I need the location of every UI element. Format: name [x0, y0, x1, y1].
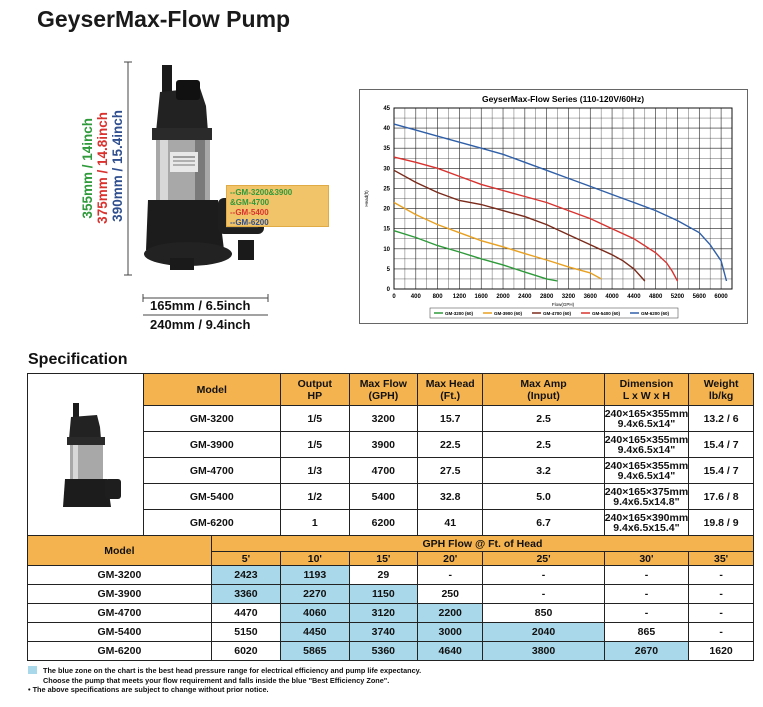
spec-amp: 6.7 — [483, 510, 604, 536]
note-1-text: The blue zone on the chart is the best head pressure range for electrical efficiency and pump life expectancy. — [43, 666, 422, 675]
y-tick-label: 20 — [383, 206, 390, 213]
spec-head: 15.7 — [418, 406, 483, 432]
spec-model: GM-6200 — [143, 510, 281, 536]
note-3: • The above specifications are subject to change without prior notice. — [28, 685, 269, 694]
spec-dim-metric: 240×165×355mm — [604, 459, 689, 472]
pump-legend-5400: --GM-5400 — [230, 208, 269, 217]
spec-dim-imperial: 9.4x6.5x14" — [617, 443, 676, 456]
y-tick-label: 10 — [383, 246, 390, 253]
gph-value: 4450 — [281, 623, 350, 642]
blue-zone-swatch — [28, 666, 37, 674]
gph-head-25: 25' — [483, 552, 604, 566]
spec-head: 41 — [418, 510, 483, 536]
gph-head-15: 15' — [349, 552, 417, 566]
y-tick-label: 35 — [383, 146, 390, 153]
spec-dim-metric: 240×165×375mm — [604, 485, 689, 498]
spec-dim-imperial: 9.4x6.5x14.8" — [613, 495, 680, 508]
x-tick-label: 2000 — [496, 294, 510, 300]
gph-body — [28, 566, 754, 661]
gph-row — [28, 566, 754, 585]
gph-head-10: 10' — [281, 552, 350, 566]
spec-amp: 2.5 — [483, 406, 604, 432]
gph-value: - — [604, 566, 689, 585]
spec-model: GM-5400 — [143, 484, 281, 510]
spec-flow: 3200 — [349, 406, 417, 432]
gph-head-20: 20' — [418, 552, 483, 566]
pump-legend-6200: --GM-6200 — [230, 218, 269, 227]
spec-flow: 3900 — [349, 432, 417, 458]
pump-legend-3200: --GM-3200&3900 — [230, 188, 293, 197]
spec-header-amp — [483, 374, 604, 406]
spec-dimension — [604, 510, 689, 536]
spec-head: 32.8 — [418, 484, 483, 510]
gph-value: 1150 — [349, 585, 417, 604]
spec-flow: 4700 — [349, 458, 417, 484]
spec-flow: 6200 — [349, 510, 417, 536]
y-tick-label: 5 — [386, 266, 390, 273]
spec-model: GM-3200 — [143, 406, 281, 432]
width-dim-1: 165mm / 6.5inch — [150, 298, 251, 313]
gph-value: - — [483, 566, 604, 585]
gph-header-model: Model — [28, 536, 212, 566]
gph-value: 6020 — [211, 642, 280, 661]
gph-value: - — [483, 585, 604, 604]
gph-value: 3120 — [349, 604, 417, 623]
legend-label: GM-6200 (60) — [641, 311, 670, 316]
page-title: GeyserMax-Flow Pump — [37, 6, 291, 32]
x-tick-label: 4800 — [648, 294, 663, 300]
spec-weight: 17.6 / 8 — [689, 484, 754, 510]
note-2: Choose the pump that meets your flow requirement and falls inside the blue "Best Efficiency Zone". — [43, 675, 390, 685]
gph-model: GM-6200 — [28, 642, 212, 661]
spec-dim-metric: 240×165×355mm — [604, 407, 689, 420]
spec-dim-imperial: 9.4x6.5x15.4" — [613, 521, 680, 534]
series-line — [394, 124, 727, 281]
gph-row — [28, 623, 754, 642]
gph-row — [28, 642, 754, 661]
gph-value: 3800 — [483, 642, 604, 661]
spec-dim-metric: 240×165×390mm — [604, 511, 689, 524]
spec-weight: 13.2 / 6 — [689, 406, 754, 432]
gph-model: GM-5400 — [28, 623, 212, 642]
notes — [28, 666, 421, 695]
width-dim-2: 240mm / 9.4inch — [150, 317, 251, 332]
spec-header-dim-line2: L x W x H — [622, 389, 670, 402]
gph-row — [28, 604, 754, 623]
spec-header-hp-line2: HP — [307, 389, 323, 402]
spec-weight: 15.4 / 7 — [689, 458, 754, 484]
spec-dimension — [604, 458, 689, 484]
chart-title: GeyserMax-Flow Series (110-120V/60Hz) — [481, 94, 645, 104]
spec-header-hp — [281, 374, 350, 406]
x-tick-label: 2800 — [539, 294, 554, 300]
gph-header-title: GPH Flow @ Ft. of Head — [211, 536, 753, 552]
spec-weight: 15.4 / 7 — [689, 432, 754, 458]
gph-model: GM-3200 — [28, 566, 212, 585]
x-tick-label: 1200 — [452, 294, 467, 300]
gph-row — [28, 585, 754, 604]
spec-header-head-line2: (Ft.) — [440, 389, 461, 402]
spec-head: 27.5 — [418, 458, 483, 484]
gph-head-35: 35' — [689, 552, 754, 566]
x-tick-label: 400 — [410, 294, 421, 300]
spec-header-model: Model — [143, 374, 281, 406]
spec-header-flow-line2: (GPH) — [368, 389, 399, 402]
x-tick-label: 6000 — [714, 294, 728, 300]
legend-label: GM-5400 (60) — [592, 311, 621, 316]
x-tick-label: 800 — [432, 294, 443, 300]
gph-value: - — [418, 566, 483, 585]
spec-header-amp-line2: (Input) — [527, 389, 560, 402]
gph-model: GM-4700 — [28, 604, 212, 623]
x-axis-label: Flow(GPH) — [551, 302, 575, 307]
gph-value: 2423 — [211, 566, 280, 585]
gph-value: 5865 — [281, 642, 350, 661]
x-tick-label: 0 — [392, 294, 396, 300]
gph-model: GM-3900 — [28, 585, 212, 604]
height-dim-2: 375mm / 14.8inch — [95, 112, 110, 224]
gph-value: 29 — [349, 566, 417, 585]
y-tick-label: 15 — [383, 226, 390, 233]
x-tick-label: 3200 — [561, 294, 576, 300]
gph-head-30: 30' — [604, 552, 689, 566]
gph-value: - — [689, 623, 754, 642]
pump-legend — [226, 185, 329, 227]
spec-hp: 1/5 — [281, 406, 350, 432]
spec-header-weight-line2: lb/kg — [708, 389, 734, 402]
y-tick-label: 45 — [383, 106, 390, 112]
note-1 — [28, 666, 421, 676]
spec-hp: 1/2 — [281, 484, 350, 510]
spec-header-amp-line1: Max Amp — [520, 377, 567, 390]
gph-value: 850 — [483, 604, 604, 623]
spec-dim-imperial: 9.4x6.5x14" — [617, 417, 676, 430]
height-dim-1: 355mm / 14inch — [80, 118, 95, 219]
y-tick-label: 25 — [383, 186, 390, 193]
spec-head: 22.5 — [418, 432, 483, 458]
spec-hp: 1/5 — [281, 432, 350, 458]
spec-header-dimension — [604, 374, 689, 406]
gph-value: 2200 — [418, 604, 483, 623]
gph-value: - — [604, 604, 689, 623]
gph-value: 1193 — [281, 566, 350, 585]
gph-value: - — [689, 604, 754, 623]
y-tick-label: 0 — [386, 287, 390, 293]
x-tick-label: 4000 — [605, 294, 619, 300]
spec-header-head-line1: Max Head — [425, 377, 475, 390]
spec-dimension — [604, 484, 689, 510]
y-tick-label: 40 — [383, 126, 390, 133]
spec-pump-image — [28, 374, 144, 536]
gph-value: - — [604, 585, 689, 604]
x-tick-label: 2400 — [518, 294, 532, 300]
gph-value: - — [689, 566, 754, 585]
gph-value: 5150 — [211, 623, 280, 642]
gph-value: 2670 — [604, 642, 689, 661]
pump-legend-4700: &GM-4700 — [230, 198, 270, 207]
x-tick-label: 1600 — [474, 294, 488, 300]
y-tick-label: 30 — [383, 166, 390, 173]
spec-amp: 5.0 — [483, 484, 604, 510]
spec-hp: 1 — [281, 510, 350, 536]
performance-chart — [359, 89, 748, 324]
legend-label: GM-3200 (60) — [445, 311, 474, 316]
x-tick-label: 5600 — [692, 294, 706, 300]
spec-header-flow-line1: Max Flow — [359, 377, 407, 390]
legend-label: GM-4700 (60) — [543, 311, 572, 316]
spec-hp: 1/3 — [281, 458, 350, 484]
x-tick-label: 4400 — [627, 294, 641, 300]
pump-thumbnail — [45, 389, 125, 517]
height-dim-3: 390mm / 15.4inch — [110, 110, 125, 222]
gph-value: 3000 — [418, 623, 483, 642]
spec-dim-imperial: 9.4x6.5x14" — [617, 469, 676, 482]
spec-header-head — [418, 374, 483, 406]
spec-header-dim-line1: Dimension — [619, 377, 674, 390]
x-tick-label: 5200 — [670, 294, 685, 300]
gph-value: 3740 — [349, 623, 417, 642]
legend-label: GM-3900 (60) — [494, 311, 523, 316]
spec-flow: 5400 — [349, 484, 417, 510]
spec-model: GM-3900 — [143, 432, 281, 458]
spec-header-flow — [349, 374, 417, 406]
gph-value: 2270 — [281, 585, 350, 604]
gph-value: 5360 — [349, 642, 417, 661]
spec-dimension — [604, 406, 689, 432]
gph-value: 865 — [604, 623, 689, 642]
spec-amp: 2.5 — [483, 432, 604, 458]
gph-value: 2040 — [483, 623, 604, 642]
spec-weight: 19.8 / 9 — [689, 510, 754, 536]
gph-value: - — [689, 585, 754, 604]
y-axis-label: Head(ft) — [364, 190, 369, 207]
spec-header-weight — [689, 374, 754, 406]
gph-head-5: 5' — [211, 552, 280, 566]
pump-figure — [0, 40, 350, 340]
gph-value: 4640 — [418, 642, 483, 661]
gph-value: 1620 — [689, 642, 754, 661]
gph-value: 3360 — [211, 585, 280, 604]
spec-header-hp-line1: Output — [297, 377, 333, 390]
spec-model: GM-4700 — [143, 458, 281, 484]
x-tick-label: 3600 — [583, 294, 597, 300]
spec-table — [27, 373, 754, 661]
chart-svg — [360, 90, 749, 325]
spec-section-title: Specification — [28, 351, 128, 368]
spec-amp: 3.2 — [483, 458, 604, 484]
gph-value: 4060 — [281, 604, 350, 623]
gph-value: 4470 — [211, 604, 280, 623]
spec-dimension — [604, 432, 689, 458]
spec-dim-metric: 240×165×355mm — [604, 433, 689, 446]
gph-value: 250 — [418, 585, 483, 604]
spec-header-weight-line1: Weight — [703, 377, 739, 390]
